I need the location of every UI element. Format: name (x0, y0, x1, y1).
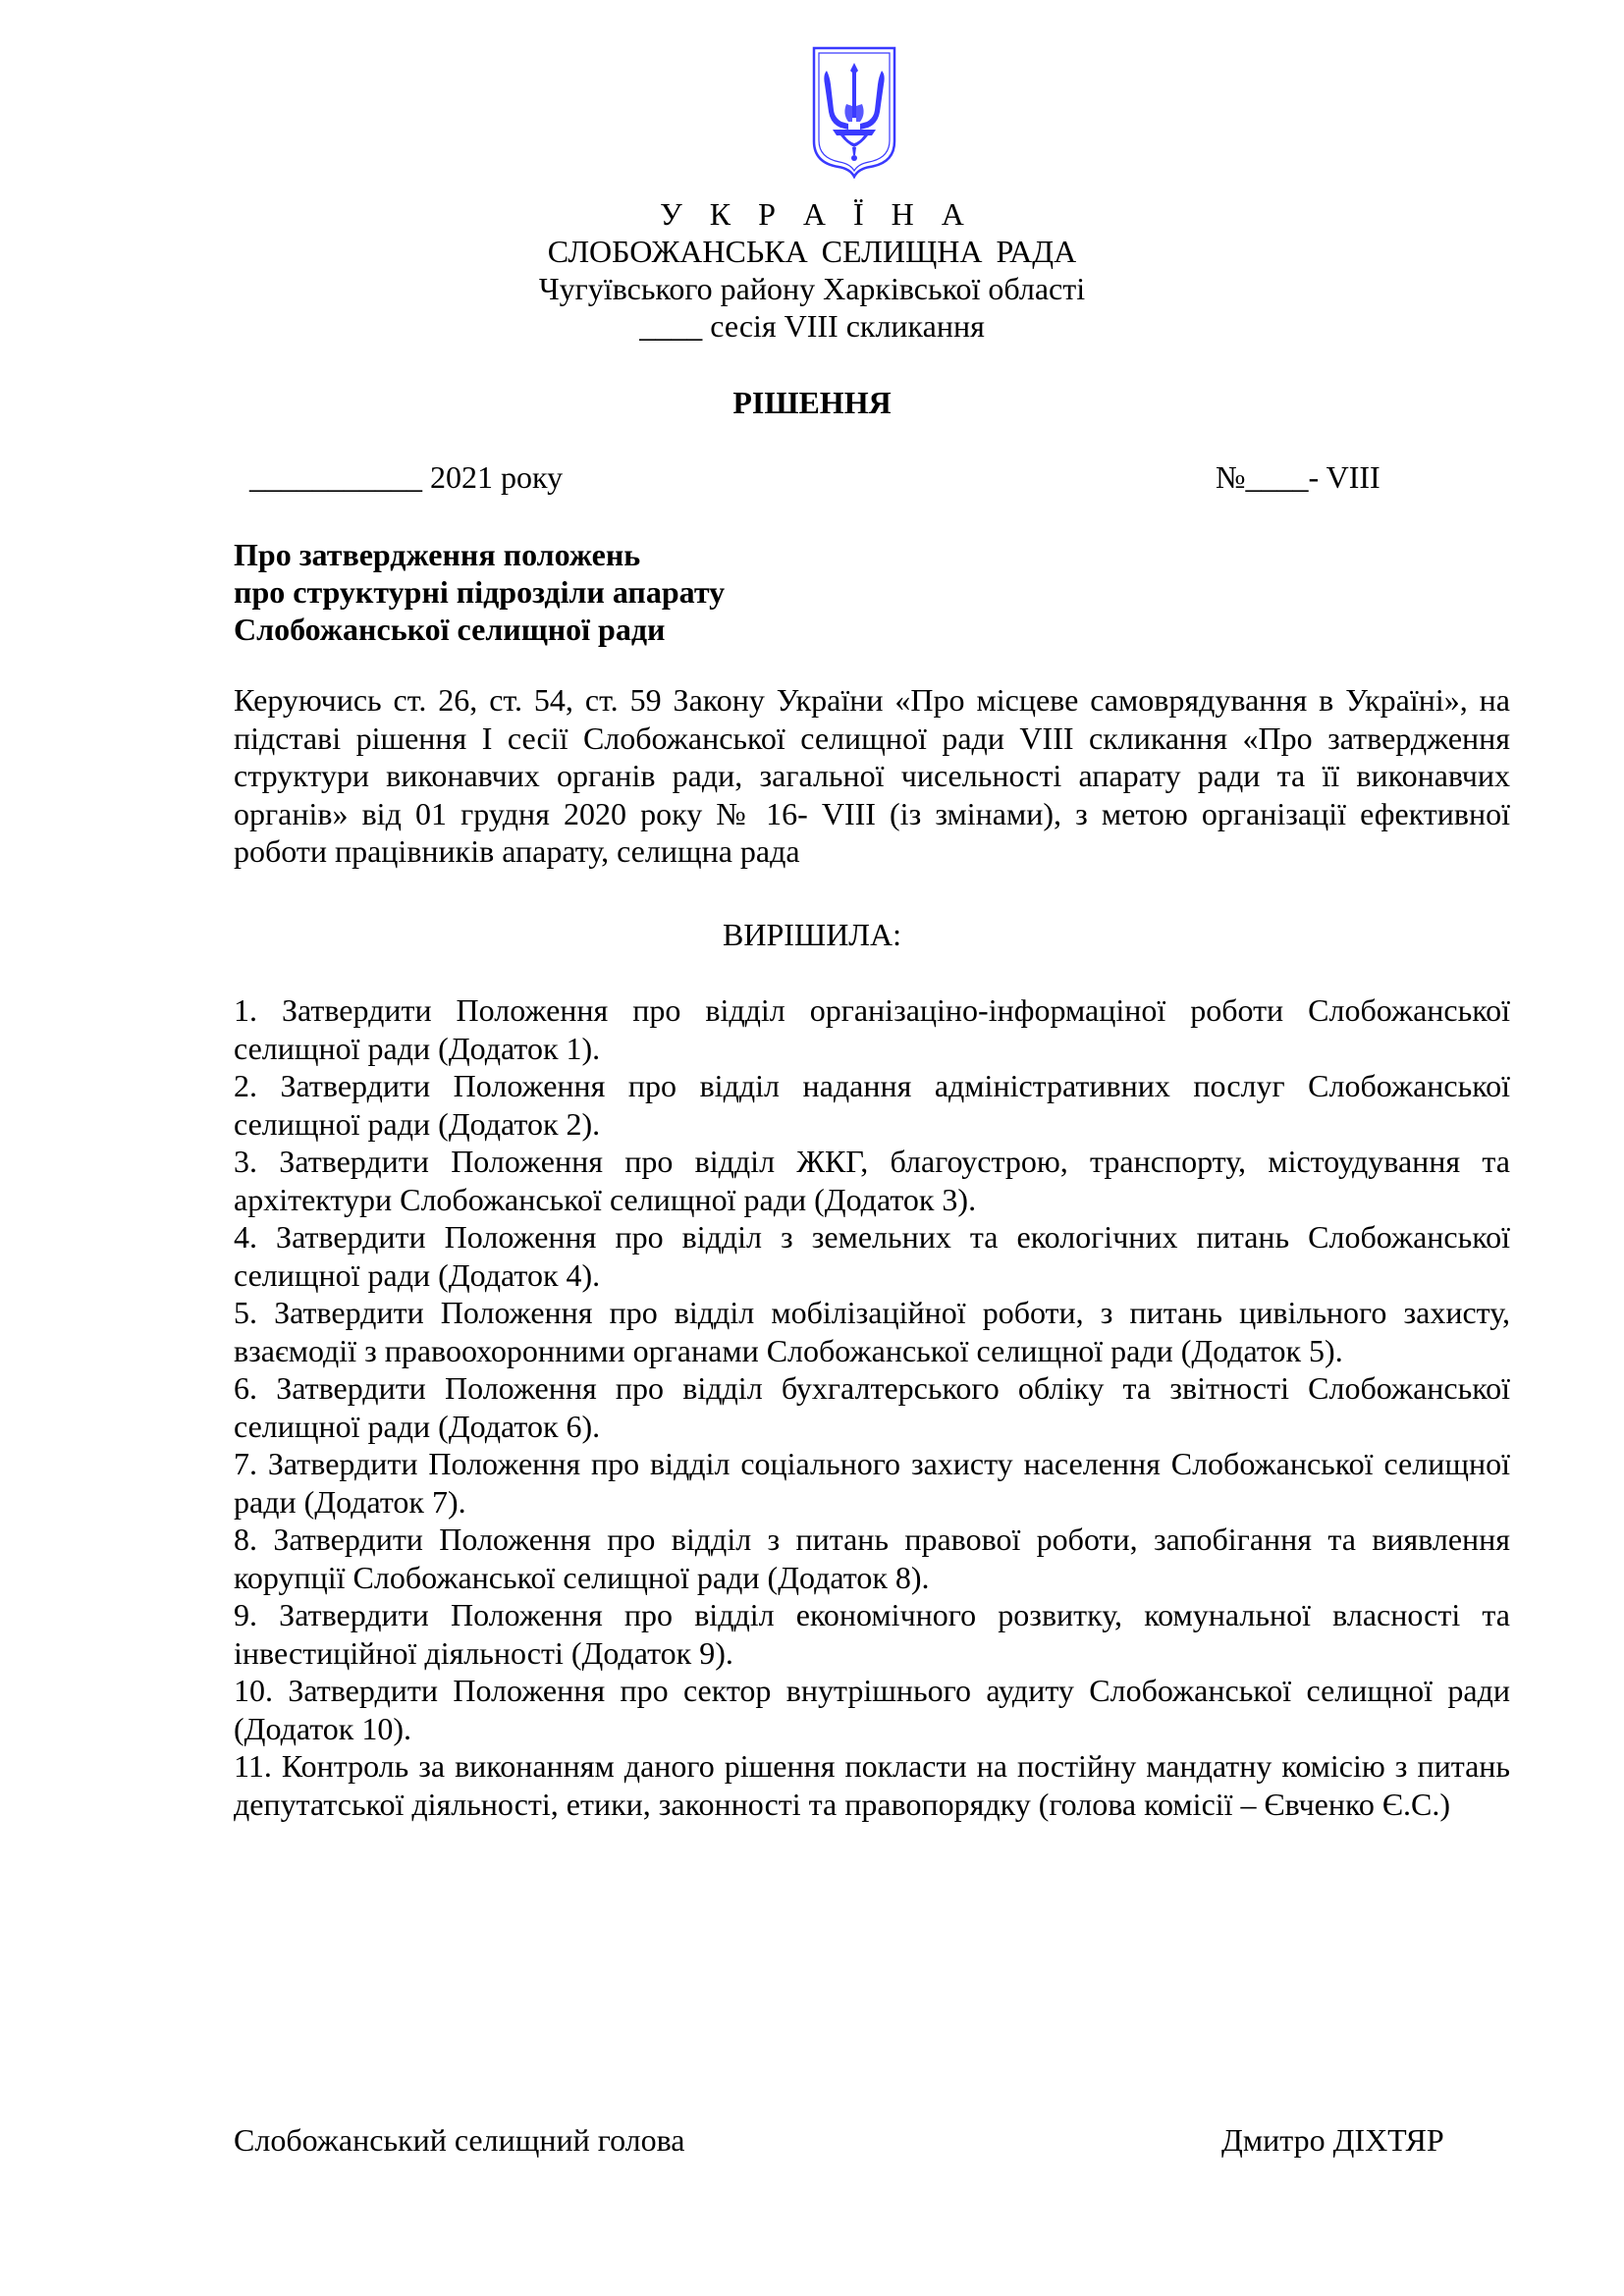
header-session: ____ сесія VIII скликання (639, 308, 985, 344)
decision-number: №____- VIII (1216, 459, 1380, 495)
preamble-paragraph: Керуючись ст. 26, ст. 54, ст. 59 Закону України «Про місцеве самоврядування в Україні», на підставі рішення І сесії Слобожанської селищної ради VІІІ скликання «Про затвердження структури виконавчих органів ради, загальної чисельності апарату ради та її виконавчих органів» від 01 грудня 2020 року № 16- VIII (із змінами), з метою організації ефективної роботи працівників апарату, селищна рада (234, 682, 1510, 869)
decision-item: 11. Контроль за виконанням даного рішення покласти на постійну мандатну комісію з питань депутатської діяльності, етики, законності та правопорядку (голова комісії – Євченко Є.С.) (234, 1748, 1510, 1822)
decision-items-list (234, 991, 1510, 1823)
decision-item: 9. Затвердити Положення про відділ економічного розвитку, комунальної власності та інвестиційної діяльності (Додаток 9). (234, 1597, 1510, 1671)
decision-item: 2. Затвердити Положення про відділ надання адміністративних послуг Слобожанської селищної ради (Додаток 2). (234, 1068, 1510, 1142)
resolved-heading: ВИРІШИЛА: (723, 917, 901, 952)
document-type-title: РІШЕННЯ (732, 385, 892, 420)
decision-item: 7. Затвердити Положення про відділ соціального захисту населення Слобожанської селищної ради (Додаток 7). (234, 1446, 1510, 1520)
decision-item: 6. Затвердити Положення про відділ бухгалтерського обліку та звітності Слобожанської селищної ради (Додаток 6). (234, 1370, 1510, 1444)
decision-item: 5. Затвердити Положення про відділ мобілізаційної роботи, з питань цивільного захисту, взаємодії з правоохоронними органами Слобожанської селищної ради (Додаток 5). (234, 1295, 1510, 1368)
decision-item: 3. Затвердити Положення про відділ ЖКГ, благоустрою, транспорту, містоудування та архітектури Слобожанської селищної ради (Додаток 3). (234, 1144, 1510, 1217)
subject-line: про структурні підрозділи апарату (234, 574, 726, 610)
decision-item: 8. Затвердити Положення про відділ з питань правової роботи, запобігання та виявлення корупції Слобожанської селищної ради (Додаток 8). (234, 1522, 1510, 1595)
decision-subject (234, 536, 725, 648)
signature-position: Слобожанський селищний голова (234, 2122, 685, 2158)
decision-item: 4. Затвердити Положення про відділ з земельних та екологічних питань Слобожанської селищної ради (Додаток 4). (234, 1219, 1510, 1293)
coat-of-arms-icon (811, 45, 897, 179)
signature-name: Дмитро ДІХТЯР (1221, 2122, 1444, 2158)
header-council: СЛОБОЖАНСЬКА СЕЛИЩНА РАДА (547, 234, 1077, 269)
decision-item: 10. Затвердити Положення про сектор внутрішнього аудиту Слобожанської селищної ради (Додаток 10). (234, 1673, 1510, 1746)
decision-date: ___________ 2021 року (249, 459, 564, 495)
subject-line: Слобожанської селищної ради (234, 612, 666, 647)
header-country: У К Р А Ї Н А (660, 196, 974, 232)
decision-item: 1. Затвердити Положення про відділ організаціно-інформаціної роботи Слобожанської селищної ради (Додаток 1). (234, 992, 1510, 1066)
subject-line: Про затвердження положень (234, 537, 641, 572)
header-district: Чугуївського району Харківської області (538, 271, 1086, 306)
